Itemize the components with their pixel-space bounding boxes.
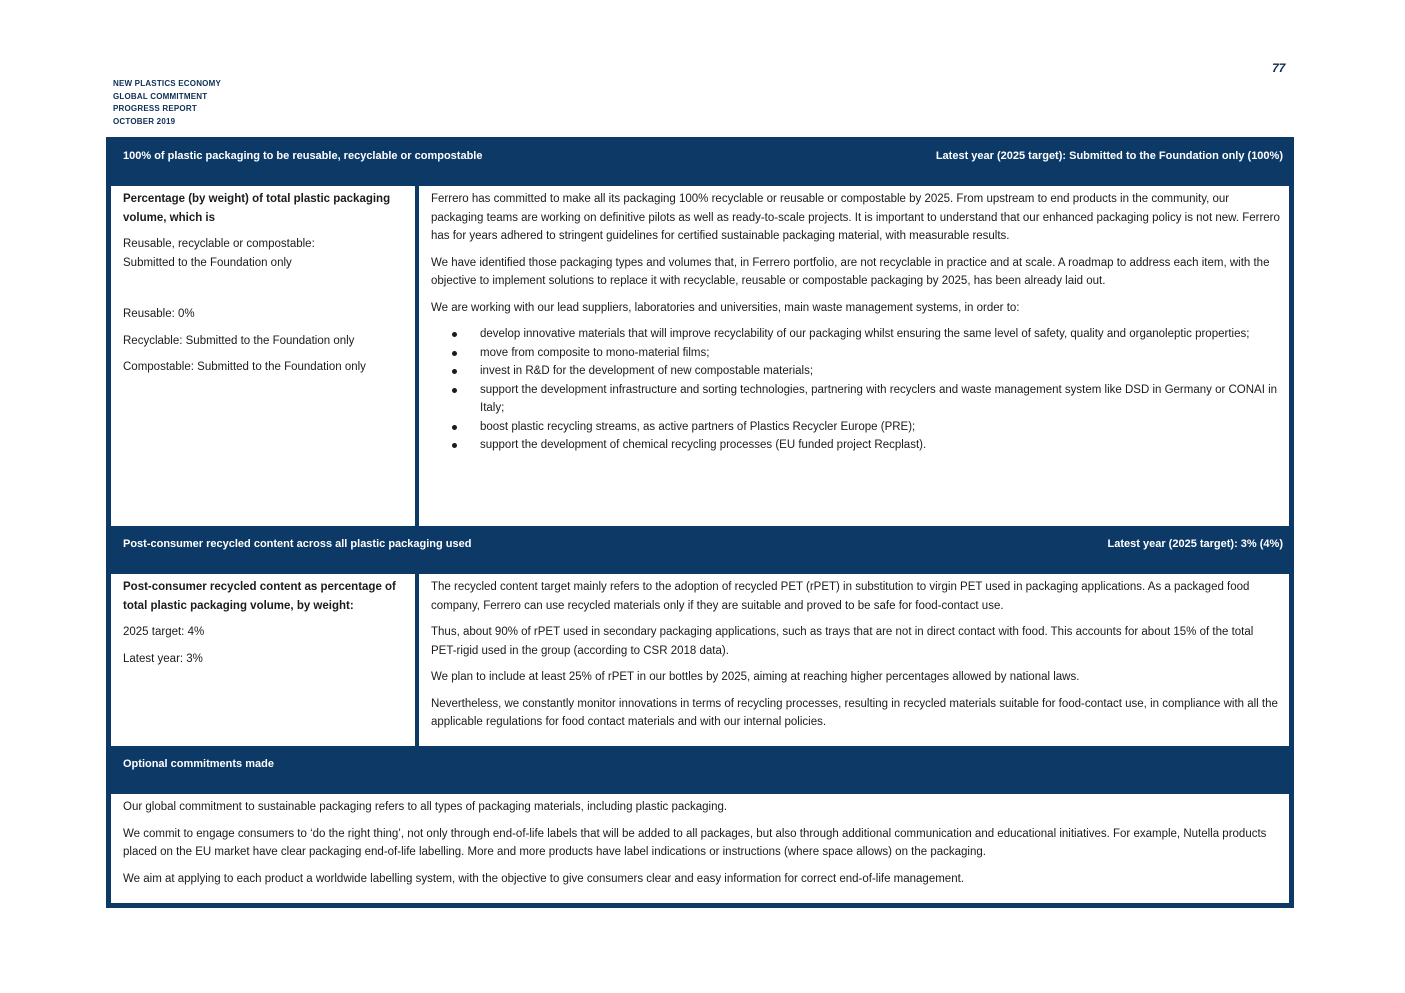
- page-number: 77: [1272, 61, 1286, 75]
- section2-paragraph: Thus, about 90% of rPET used in secondary packaging applications, such as trays that are not in direct contact with food. This accounts for about 15% of the total PET-rigid used in the group (according to CSR 2018 data).: [431, 626, 1254, 657]
- section3-paragraph: We aim at applying to each product a worldwide labelling system, with the objective to give consumers clear and easy information for correct end-of-life management.: [123, 872, 964, 885]
- list-item: boost plastic recycling streams, as active partners of Plastics Recycler Europe (PRE);: [480, 418, 1281, 437]
- section2-paragraph: Nevertheless, we constantly monitor innovations in terms of recycling processes, resulting in recycled materials suitable for food-contact use, in compliance with all the applicable regulations for food contact materials and with our internal policies.: [431, 697, 1278, 728]
- section2-paragraph: The recycled content target mainly refers to the adoption of recycled PET (rPET) in substitution to virgin PET used in packaging applications. As a packaged food company, Ferrero can use recycled materials only if they are suitable and proved to be safe for food-contact use.: [431, 581, 1250, 612]
- section2-title: Post-consumer recycled content across all plastic packaging used: [123, 538, 472, 550]
- section1-bullet-list: [431, 325, 1281, 455]
- section3-paragraph: We commit to engage consumers to ‘do the right thing’, not only through end-of-life labels that will be added to all packages, but also through additional communication and educational initiatives. For example, Nutella products placed on the EU market have clear packaging end-of-life labelling. More and more products have label indications or instructions (where space allows) on the packaging.: [123, 827, 1267, 858]
- section1-compostable: Compostable: Submitted to the Foundation only: [123, 361, 366, 373]
- section1-paragraph: We are working with our lead suppliers, laboratories and universities, main waste management systems, in order to:: [431, 301, 1020, 314]
- section1-left-heading: Percentage (by weight) of total plastic packaging volume, which is: [123, 193, 391, 224]
- section3-paragraph: Our global commitment to sustainable packaging refers to all types of packaging materials, including plastic packaging.: [123, 801, 728, 813]
- section2-left-heading: Post-consumer recycled content as percentage of total plastic packaging volume, by weight:: [123, 581, 396, 612]
- section2-left-cell: [111, 574, 415, 746]
- list-item: develop innovative materials that will improve recyclability of our packaging whilst ensuring the same level of safety, quality and organoleptic properties;: [480, 325, 1281, 344]
- report-header: [113, 78, 221, 128]
- section2-latest: Latest year: 3%: [123, 652, 203, 665]
- commitments-table: [106, 137, 1294, 908]
- section2-paragraph: We plan to include at least 25% of rPET in our bottles by 2025, aiming at reaching higher percentages allowed by national laws.: [431, 671, 1080, 683]
- list-item: move from composite to mono-material films;: [480, 344, 1281, 363]
- section1-recyclable: Recyclable: Submitted to the Foundation only: [123, 334, 355, 347]
- section1-title: 100% of plastic packaging to be reusable, recyclable or compostable: [123, 150, 483, 162]
- section1-paragraph: We have identified those packaging types and volumes that, in Ferrero portfolio, are not recyclable in practice and at scale. A roadmap to address each item, with the objective to implement solutions to replace it with recyclable, reusable or compostable packaging by 2025, has been already laid out.: [431, 256, 1270, 287]
- section1-reusable: Reusable: 0%: [123, 308, 195, 320]
- section2-right-cell: [419, 574, 1289, 746]
- report-header-line: PROGRESS REPORT: [113, 104, 197, 113]
- section3-cell: [111, 794, 1289, 903]
- list-item: support the development of chemical recycling processes (EU funded project Recplast).: [480, 436, 1281, 455]
- section1-total-value: Submitted to the Foundation only: [123, 256, 292, 269]
- section1-status: Latest year (2025 target): Submitted to the Foundation only (100%): [935, 150, 1283, 162]
- section1-right-cell: [419, 186, 1289, 526]
- section1-paragraph: Ferrero has committed to make all its packaging 100% recyclable or reusable or compostable by 2025. From upstream to end products in the community, our packaging teams are working on definitive pilots as well as ready-to-scale projects. It is important to understand that our enhanced packaging policy is not new. Ferrero has for years adhered to stringent guidelines for certified sustainable packaging material, with measurable results.: [431, 193, 1280, 242]
- section2-target: 2025 target: 4%: [123, 626, 205, 638]
- report-header-line: NEW PLASTICS ECONOMY: [113, 79, 222, 88]
- report-header-line: OCTOBER 2019: [113, 116, 176, 126]
- list-item: invest in R&D for the development of new compostable materials;: [480, 362, 1281, 381]
- report-header-line: GLOBAL COMMITMENT: [113, 91, 208, 101]
- section1-left-cell: [111, 186, 415, 526]
- section2-status: Latest year (2025 target): 3% (4%): [1107, 538, 1283, 550]
- section3-title: Optional commitments made: [123, 758, 274, 770]
- list-item: support the development infrastructure and sorting technologies, partnering with recyclers and waste management system like DSD in Germany or CONAI in Italy;: [480, 381, 1281, 418]
- section1-total-label: Reusable, recyclable or compostable:: [123, 238, 315, 250]
